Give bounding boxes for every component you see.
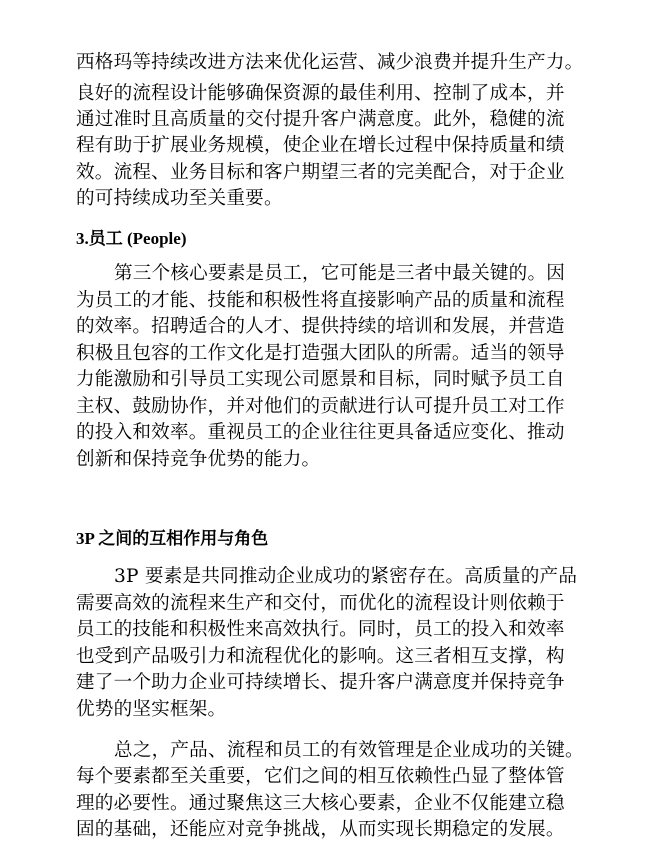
paragraph-line: 建了一个助力企业可持续增长、提升客户满意度并保持竞争 <box>76 672 565 693</box>
section-heading-people: 3.员工 (People) <box>76 229 187 248</box>
paragraph-line: 理的必要性。通过聚焦这三大核心要素，企业不仅能建立稳 <box>76 793 565 814</box>
paragraph-line: 的效率。招聘适合的人才、提供持续的培训和发展，并营造 <box>76 316 565 337</box>
paragraph-line: 主权、鼓励协作，并对他们的贡献进行认可提升员工对工作 <box>76 396 565 417</box>
paragraph-line: 通过准时且高质量的交付提升客户满意度。此外，稳健的流 <box>76 109 565 130</box>
paragraph-line: 力能激励和引导员工实现公司愿景和目标，同时赋予员工自 <box>76 369 565 390</box>
paragraph-line: 第三个核心要素是员工，它可能是三者中最关键的。因 <box>114 263 566 284</box>
paragraph-line: 程有助于扩展业务规模，使企业在增长过程中保持质量和绩 <box>76 135 565 156</box>
paragraph-line: 积极且包容的工作文化是打造强大团队的所需。适当的领导 <box>76 343 565 364</box>
paragraph-line: 优势的坚实框架。 <box>76 699 227 720</box>
paragraph-line: 员工的技能和积极性来高效执行。同时，员工的投入和效率 <box>76 619 565 640</box>
paragraph-line: 的投入和效率。重视员工的企业往往更具备适应变化、推动 <box>76 422 565 443</box>
section-heading-interaction: 3P 之间的互相作用与角色 <box>76 529 269 548</box>
paragraph-line: 创新和保持竞争优势的能力。 <box>76 449 321 470</box>
paragraph-line: 每个要素都至关重要，它们之间的相互依赖性凸显了整体管 <box>76 766 565 787</box>
paragraph-line: 需要高效的流程来生产和交付，而优化的流程设计则依赖于 <box>76 593 565 614</box>
paragraph-line: 为员工的才能、技能和积极性将直接影响产品的质量和流程 <box>76 290 565 311</box>
paragraph-line: 西格玛等持续改进方法来优化运营、减少浪费并提升生产力。 <box>76 52 584 73</box>
paragraph-line: 总之，产品、流程和员工的有效管理是企业成功的关键。 <box>114 740 584 761</box>
paragraph-line: 的可持续成功至关重要。 <box>76 188 283 209</box>
paragraph-line: 效。流程、业务目标和客户期望三者的完美配合，对于企业 <box>76 162 565 183</box>
paragraph-line: 良好的流程设计能够确保资源的最佳利用、控制了成本，并 <box>76 83 565 104</box>
paragraph-line: 3P 要素是共同推动企业成功的紧密存在。高质量的产品 <box>114 566 578 587</box>
paragraph-line: 也受到产品吸引力和流程优化的影响。这三者相互支撑，构 <box>76 646 565 667</box>
paragraph-line: 固的基础，还能应对竞争挑战，从而实现长期稳定的发展。 <box>76 819 565 840</box>
